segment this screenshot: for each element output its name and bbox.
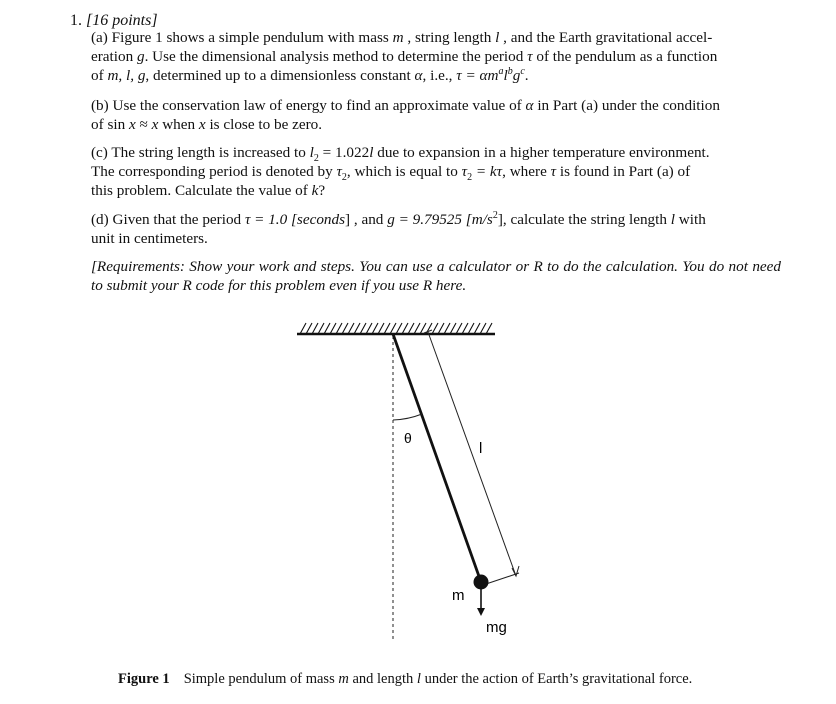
part-d: (d) Given that the period τ = 1.0 [seconds] , and g = 9.79525 $[m/s^2]$, calculate the string length l with unit in centimeters. [91,209,706,247]
pendulum-bob [474,575,489,590]
part-b: (b) Use the conservation law of energy to find an approximate value of α in Part (a) under the condition of sin x ≈ x when x is close to be zero. [91,97,720,133]
part-a: (a) Figure 1 shows a simple pendulum with mass m , string length l , and the Earth gravitational accel- eration g. Use the dimensional analysis method to determine the period τ of the pendulum as a function of m, l, g, determined up to a dimensionless constant α, i.e., $\tau = \alpha m^al^bg^c$. [91,29,718,84]
problem-number: 1. [16 points] [70,12,158,29]
angle-arc [393,414,422,420]
mass-label: m [452,587,465,604]
force-label: mg [486,619,507,636]
figure-caption: Figure 1 Simple pendulum of mass m and length l under the action of Earth’s gravitational force. [118,671,693,687]
requirements-note: [Requirements: Show your work and steps. You can use a calculator or R to do the calculation. You do not need to submit your R code for this problem even if you use R here. [91,258,781,294]
gravity-arrowhead-icon [477,608,485,616]
part-c: (c) The string length is increased to $l_2 = 1.022l$ due to expansion in a higher temperature environment. The corresponding period is denoted by $\tau_2$, which is equal to $\tau_2 = k\tau$, where τ is found in Part (a) of this problem. Calculate the value of k? [91,144,710,199]
points-label: [16 points] [86,12,158,29]
length-label: l [479,440,483,457]
pendulum-string [393,334,481,582]
length-arrow [428,332,516,576]
ceiling-hatching [300,323,492,334]
theta-label: θ [404,430,412,446]
